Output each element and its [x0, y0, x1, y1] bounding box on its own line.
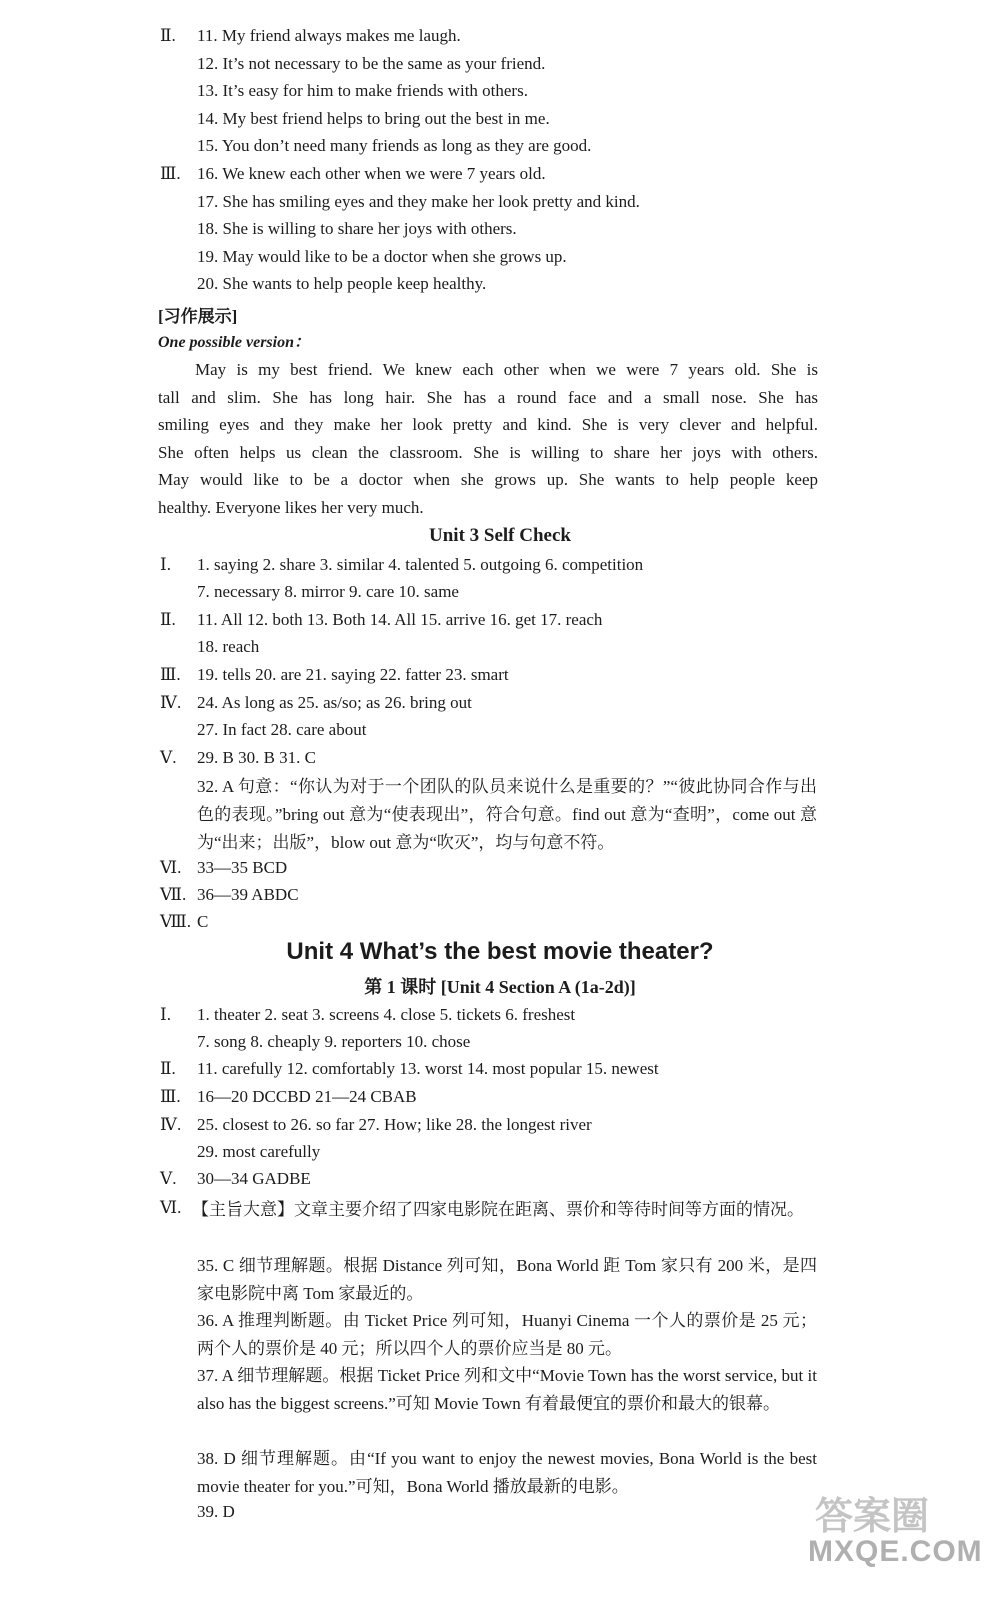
paragraph-line: May would like to be a doctor when she grows up. She wants to help people keep — [158, 470, 818, 489]
explanation-text: 36. A 推理判断题。由 Ticket Price 列可知，Huanyi Cinema 一个人的票价是 25 元；两个人的票价是 40 元；所以四个人的票价应当是 80 元。 — [197, 1311, 817, 1358]
answer-row: 36—39 ABDC — [197, 885, 299, 904]
explanation-q37 — [197, 1362, 817, 1418]
answer-row: 1. theater 2. seat 3. screens 4. close 5. tickets 6. freshest — [197, 1005, 576, 1024]
section-marker: Ⅱ. — [160, 1059, 176, 1078]
answer-row: 24. As long as 25. as/so; as 26. bring out — [197, 693, 472, 712]
section-marker: Ⅱ. — [160, 610, 176, 629]
answer-row: 39. D — [197, 1502, 235, 1521]
answer-line: 12. It’s not necessary to be the same as your friend. — [197, 54, 546, 73]
answer-row: 25. closest to 26. so far 27. How; like 28. the longest river — [197, 1115, 592, 1134]
answer-line: 11. My friend always makes me laugh. — [197, 26, 461, 45]
paragraph-line: She often helps us clean the classroom. She is willing to share her joys with others. — [158, 442, 818, 462]
answer-line: 20. She wants to help people keep healthy. — [197, 274, 487, 293]
section-marker: Ⅳ. — [160, 1115, 182, 1134]
explanation-q35 — [197, 1252, 817, 1308]
answer-row: 19. tells 20. are 21. saying 22. fatter 23. smart — [197, 665, 509, 684]
section-marker: Ⅵ. — [160, 1198, 182, 1217]
answer-row: 1. saying 2. share 3. similar 4. talented 5. outgoing 6. competition — [197, 555, 644, 574]
answer-row: 7. necessary 8. mirror 9. care 10. same — [197, 582, 459, 601]
paragraph-line: smiling eyes and they make her look pretty and kind. She is very clever and helpful. — [158, 415, 818, 434]
section-marker: Ⅷ. — [160, 912, 192, 931]
explanation-q38 — [197, 1445, 817, 1501]
watermark-text: MXQE.COM — [808, 1535, 983, 1568]
lesson-title: 第 1 课时 [Unit 4 Section A (1a-2d)] — [364, 977, 636, 997]
sample-paragraph — [158, 356, 818, 521]
answer-row: 33—35 BCD — [197, 858, 288, 877]
paragraph-line: tall and slim. She has long hair. She has a round face and a small nose. She has — [158, 387, 818, 407]
answer-line: 14. My best friend helps to bring out the best in me. — [197, 109, 550, 128]
explanation-text: 32. A 句意：“你认为对于一个团队的队员来说什么是重要的？”“彼此协同合作与出色的表现。”bring out 意为“使表现出”，符合句意。find out 意为“查明”，come out 意为“出来；出版”，blow out 意为“吹灭”，均与句意不符。 — [197, 777, 817, 852]
answer-row: 30—34 GADBE — [197, 1169, 311, 1188]
section-marker: Ⅳ. — [160, 693, 182, 712]
answer-row: 11. All 12. both 13. Both 14. All 15. arrive 16. get 17. reach — [197, 610, 603, 629]
section-marker: Ⅰ. — [160, 1005, 171, 1024]
answer-line: 16. We knew each other when we were 7 years old. — [197, 164, 546, 183]
answer-row: C — [197, 912, 209, 931]
section-marker-iii: Ⅲ. — [160, 164, 181, 183]
explanation-text: 37. A 细节理解题。根据 Ticket Price 列和文中“Movie Town has the worst service, but it also has the biggest screens.”可知 Movie Town 有着最便宜的票价和最大的银幕。 — [197, 1366, 817, 1413]
answer-line: 13. It’s easy for him to make friends with others. — [197, 81, 528, 100]
section-marker: Ⅲ. — [160, 1087, 181, 1106]
possible-version-label: One possible version： — [158, 334, 311, 351]
answer-row: 11. carefully 12. comfortably 13. worst 14. most popular 15. newest — [197, 1059, 659, 1078]
section-marker: Ⅲ. — [160, 665, 181, 684]
answer-row: 29. most carefully — [197, 1142, 321, 1161]
answer-line: 19. May would like to be a doctor when she grows up. — [197, 247, 567, 266]
writing-section-label: [习作展示] — [158, 307, 238, 326]
section-marker-ii: Ⅱ. — [160, 26, 176, 45]
answer-row: 27. In fact 28. care about — [197, 720, 367, 739]
section-marker: Ⅴ. — [160, 1169, 177, 1188]
explanation-q32 — [197, 773, 817, 857]
answer-row: 16—20 DCCBD 21—24 CBAB — [197, 1087, 417, 1106]
answer-line: 18. She is willing to share her joys with others. — [197, 219, 517, 238]
self-check-title: Unit 3 Self Check — [429, 525, 571, 546]
watermark-logo: 答案圈 — [815, 1494, 930, 1538]
section-marker: Ⅰ. — [160, 555, 171, 574]
section-marker: Ⅵ. — [160, 858, 182, 877]
answer-line: 15. You don’t need many friends as long as they are good. — [197, 136, 592, 155]
paragraph-line: healthy. Everyone likes her very much. — [158, 497, 424, 517]
unit4-title: Unit 4 What’s the best movie theater? — [286, 938, 714, 965]
answer-row: 29. B 30. B 31. C — [197, 748, 317, 767]
explanation-text: 38. D 细节理解题。由“If you want to enjoy the newest movies, Bona World is the best movie theater for you.”可知，Bona World 播放最新的电影。 — [197, 1449, 817, 1496]
explanation-text: 35. C 细节理解题。根据 Distance 列可知，Bona World 距 Tom 家只有 200 米，是四家电影院中离 Tom 家最近的。 — [197, 1256, 817, 1303]
section-marker: Ⅴ. — [160, 748, 177, 767]
answer-line: 17. She has smiling eyes and they make her look pretty and kind. — [197, 192, 640, 211]
paragraph-line: May is my best friend. We knew each other when we were 7 years old. She is — [195, 360, 818, 379]
section-marker: Ⅶ. — [160, 885, 187, 904]
main-idea — [192, 1196, 816, 1224]
answer-row: 18. reach — [197, 637, 260, 656]
explanation-q36 — [197, 1307, 817, 1363]
answer-row: 7. song 8. cheaply 9. reporters 10. chose — [197, 1032, 471, 1051]
main-idea-text: 【主旨大意】文章主要介绍了四家电影院在距离、票价和等待时间等方面的情况。 — [192, 1200, 804, 1219]
